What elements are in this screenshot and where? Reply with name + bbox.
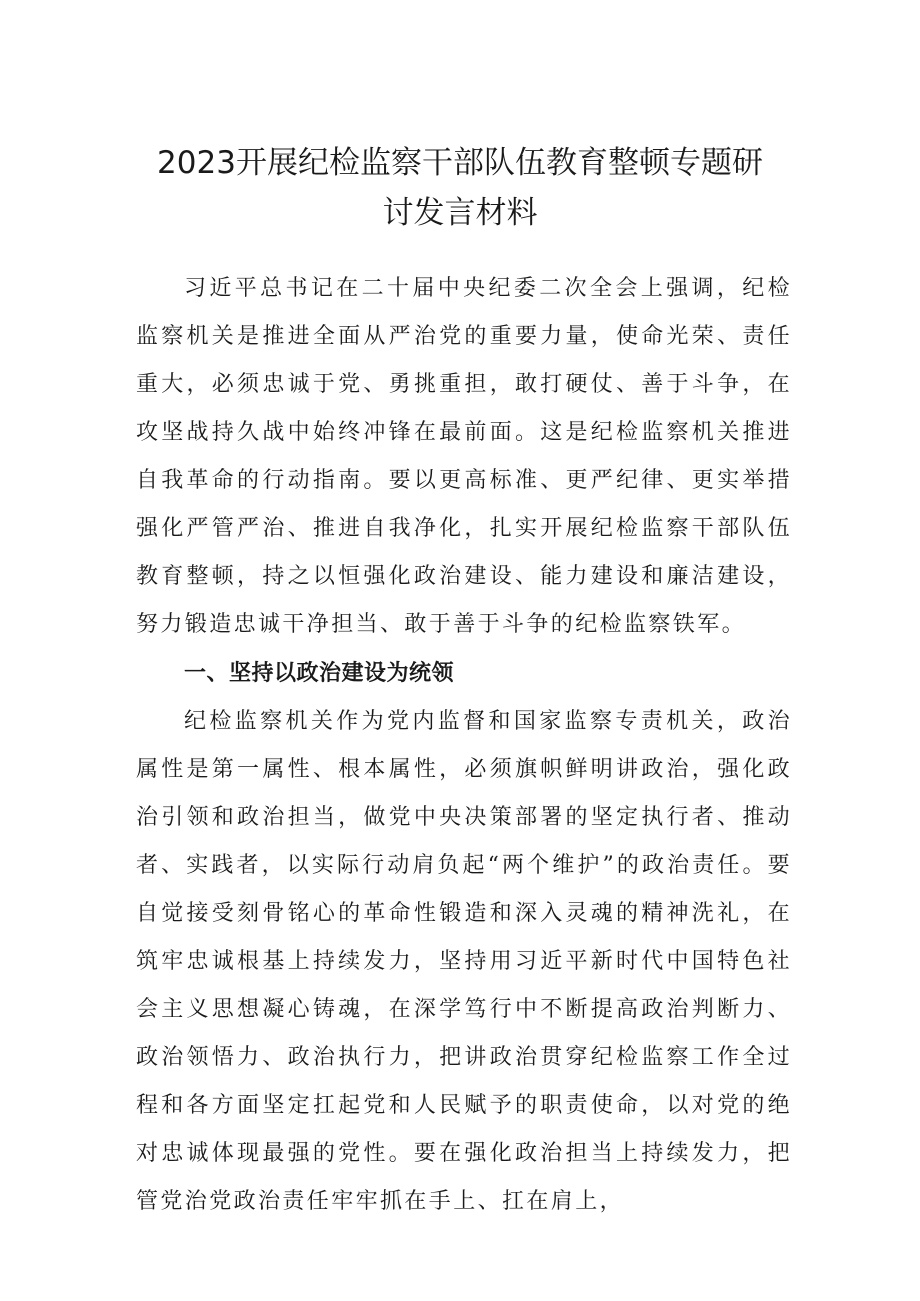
document-title-line-1: 2023开展纪检监察干部队伍教育整顿专题研 (157, 145, 763, 181)
paragraph-section-1: 纪检监察机关作为党内监督和国家监察专责机关，政治属性是第一属性、根本属性，必须旗帜鲜明讲政治，强化政治引领和政治担当，做党中央决策部署的坚定执行者、推动者、实践者，以实际行动肩负起“两个维护”的政治责任。要自觉接受刻骨铭心的革命性锻造和深入灵魂的精神洗礼，在筑牢忠诚根基上持续发力，坚持用习近平新时代中国特色社会主义思想凝心铸魂，在深学笃行中不断提高政治判断力、政治领悟力、政治执行力，把讲政治贯穿纪检监察工作全过程和各方面坚定扛起党和人民赋予的职责使命，以对党的绝对忠诚体现最强的党性。要在强化政治担当上持续发力，把管党治党政治责任牢牢抓在手上、扛在肩上， (136, 709, 792, 1214)
document-title-line-2: 讨发言材料 (382, 195, 538, 231)
document-title (120, 138, 800, 238)
paragraph-intro: 习近平总书记在二十届中央纪委二次全会上强调，纪检监察机关是推进全面从严治党的重要力量，使命光荣、责任重大，必须忠诚于党、勇挑重担，敢打硬仗、善于斗争，在攻坚战持久战中始终冲锋在最前面。这是纪检监察机关推进自我革命的行动指南。要以更高标准、更严纪律、更实举措强化严管严治、推进自我净化，扎实开展纪检监察干部队伍教育整顿，持之以恒强化政治建设、能力建设和廉洁建设，努力锻造忠诚干净担当、敢于善于斗争的纪检监察铁军。 (136, 276, 792, 637)
section-heading-1: 一、坚持以政治建设为统领 (184, 661, 455, 686)
